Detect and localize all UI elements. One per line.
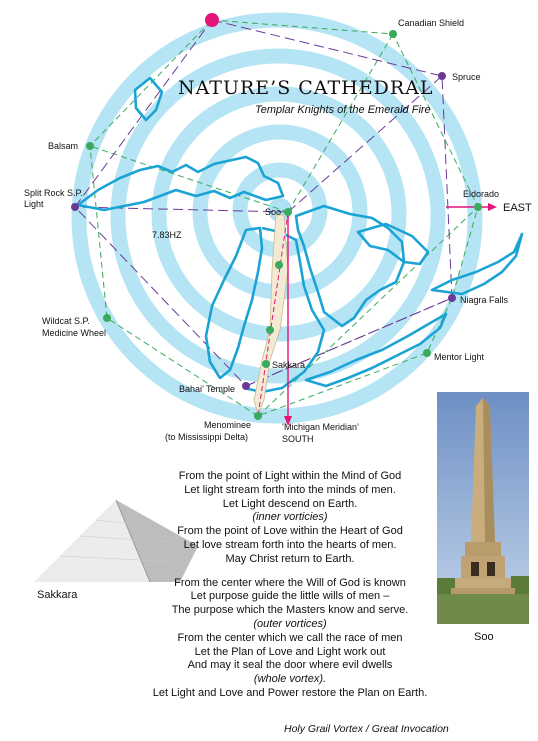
label-meridian: ‘Michigan Meridian’ bbox=[282, 422, 360, 432]
pyramid-caption: Sakkara bbox=[37, 589, 78, 601]
label-mississippi: (to Mississippi Delta) bbox=[165, 432, 249, 442]
label-niagra: Niagra Falls bbox=[460, 295, 509, 305]
label-sakkara-map: Sakkara bbox=[272, 360, 306, 370]
node-soo bbox=[284, 208, 292, 216]
node-niagra bbox=[448, 294, 456, 302]
label-south: SOUTH bbox=[282, 434, 314, 444]
invocation-line: From the point of Light within the Mind of God bbox=[178, 470, 402, 482]
label-canadian-shield: Canadian Shield bbox=[398, 18, 465, 28]
label-split-rock-light: Light bbox=[24, 199, 44, 209]
node-canadian-shield bbox=[389, 30, 397, 38]
invocation-line: From the center which we call the race of men bbox=[177, 631, 403, 644]
invocation-note: (whole vortex). bbox=[253, 673, 327, 686]
node-eldorado bbox=[474, 203, 482, 211]
label-mentor: Mentor Light bbox=[434, 352, 485, 362]
label-spruce: Spruce bbox=[452, 72, 481, 82]
node-bahai bbox=[242, 382, 250, 390]
invocation-line: The purpose which the Masters know and serve. bbox=[171, 604, 409, 617]
label-soo: Soo bbox=[265, 207, 282, 217]
magenta-node bbox=[205, 13, 219, 27]
node-meridian-low bbox=[266, 326, 274, 334]
invocation-line: Let purpose guide the little wills of men – bbox=[190, 590, 390, 603]
invocation-line: Let Light and Love and Power restore the Plan on Earth. bbox=[152, 686, 428, 699]
invocation-line: From the center where the Will of God is known bbox=[174, 576, 406, 589]
node-wildcat bbox=[103, 314, 111, 322]
label-eldorado: Eldorado bbox=[463, 189, 500, 199]
invocation-line: From the point of Love within the Heart of God bbox=[177, 525, 403, 538]
invocation-line: Let the Plan of Love and Light work out bbox=[194, 645, 386, 658]
label-split-rock: Split Rock S.P. bbox=[24, 188, 83, 198]
label-bahai: Bahai’ Temple bbox=[179, 384, 236, 394]
label-medicine-wheel: Medicine Wheel bbox=[42, 328, 107, 338]
stanza-gap bbox=[100, 567, 480, 577]
node-spruce bbox=[438, 72, 446, 80]
footer-caption: Holy Grail Vortex / Great Invocation bbox=[284, 723, 449, 735]
invocation-line: And may it seal the door where evil dwells bbox=[187, 659, 393, 672]
label-menominee: Menominee bbox=[204, 420, 252, 430]
invocation-line: Let light stream forth into the minds of men. bbox=[184, 483, 396, 496]
invocation-line: May Christ return to Earth. bbox=[225, 552, 355, 565]
invocation-line: Let Light descend on Earth. bbox=[222, 497, 358, 510]
page-title: NATURE’S CATHEDRAL bbox=[178, 77, 434, 99]
invocation-line: Let love stream forth into the hearts of men. bbox=[183, 538, 397, 551]
obelisk-caption: Soo bbox=[474, 631, 494, 643]
node-meridian-mid bbox=[275, 261, 283, 269]
invocation-note: (outer vortices) bbox=[253, 617, 327, 630]
node-sakkara bbox=[262, 360, 270, 368]
node-menominee bbox=[254, 412, 262, 420]
label-frequency: 7.83HZ bbox=[152, 230, 182, 240]
invocation-note: (inner vorticies) bbox=[252, 511, 328, 524]
node-balsam bbox=[86, 142, 94, 150]
page-subtitle: Templar Knights of the Emerald Fire bbox=[255, 104, 431, 116]
label-east: EAST bbox=[503, 202, 532, 214]
label-balsam: Balsam bbox=[48, 141, 79, 151]
label-wildcat: Wildcat S.P. bbox=[42, 316, 90, 326]
node-split-rock bbox=[71, 203, 79, 211]
great-invocation-text bbox=[100, 470, 480, 701]
node-mentor bbox=[423, 349, 431, 357]
